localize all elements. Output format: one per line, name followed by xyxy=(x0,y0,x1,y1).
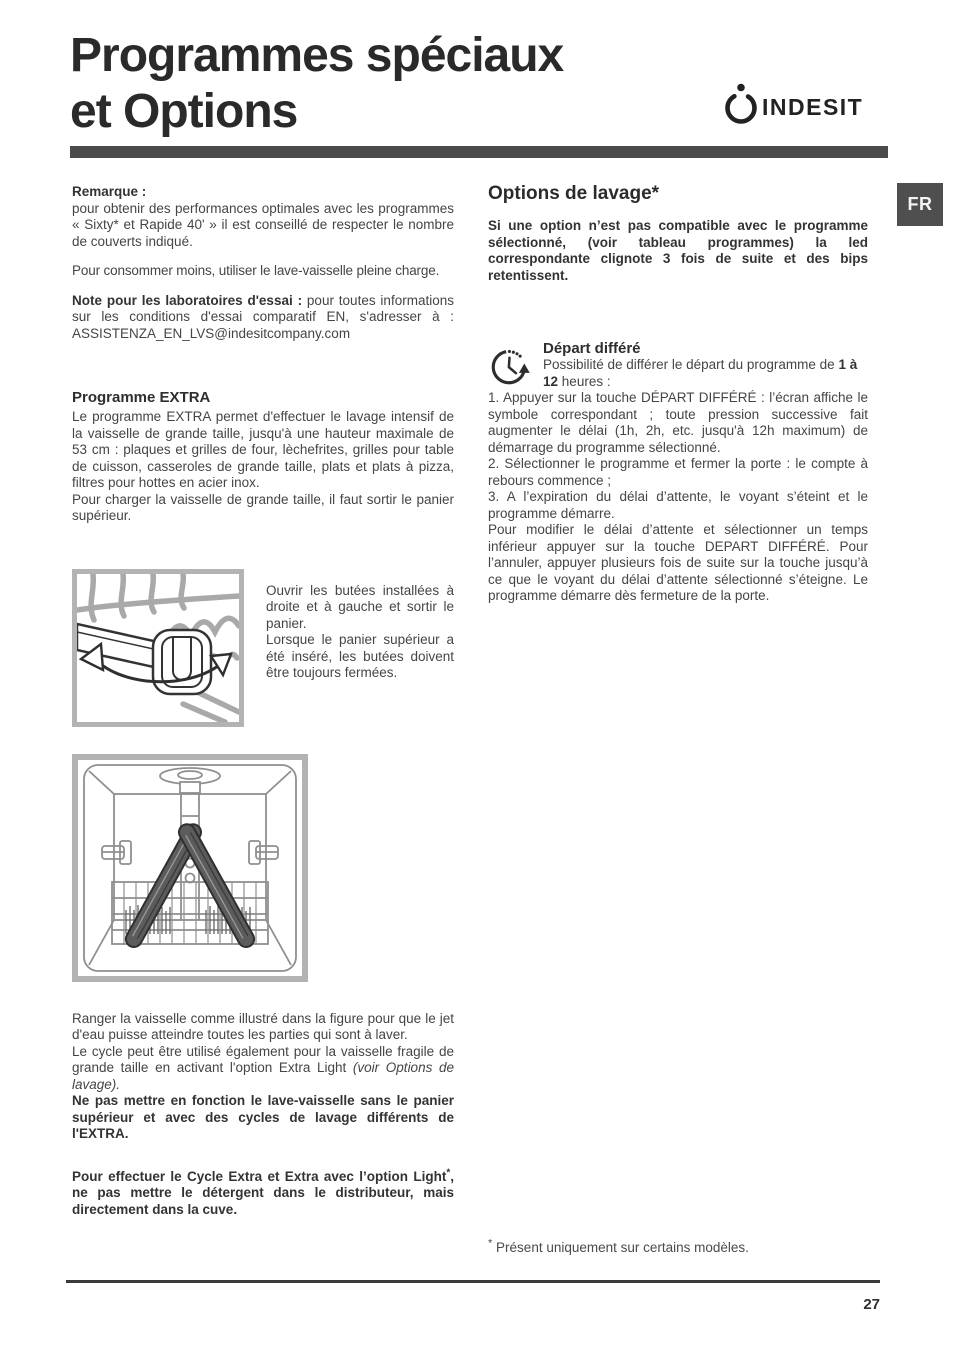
stopper-caption-1: Ouvrir les butées installées à droite et à gauche et sortir le panier. xyxy=(266,582,454,631)
language-badge xyxy=(897,183,943,226)
basket-stopper-figure xyxy=(72,569,244,727)
delayed-start-intro xyxy=(488,357,868,390)
delayed-start-note: Pour modifier le délai d’attente et sélectionner un temps inférieur appuyer sur la touche DEPART DIFFÉRÉ. Pour l’annuler, appuyer plusieurs fois de suite sur la touche jusqu’à ce que le voyant du délai d’attente sélectionné s’éteigne. Le programme démarre dès fermeture de la porte. xyxy=(488,522,868,603)
page-title xyxy=(70,28,563,140)
warning-top-basket: Ne pas mettre en fonction le lave-vaisselle sans le panier supérieur et avec des cycles de lavage différents de l'EXTRA. xyxy=(72,1093,454,1141)
delayed-start-step-1: 1. Appuyer sur la touche DÉPART DIFFÉRÉ : l’écran affiche le symbole correspondant ; toute pression successive fait augmenter le délai (1h, 2h, etc. jusqu'à 12h maximum) de démarrage du programme sélectionné. xyxy=(488,390,868,455)
delayed-start-intro-text: Possibilité de différer le départ du programme de xyxy=(543,357,835,372)
lab-note xyxy=(72,293,454,343)
indesit-logo xyxy=(724,80,878,130)
delayed-start-step-2: 2. Sélectionner le programme et fermer la porte : le compte à rebours commence ; xyxy=(488,456,868,488)
warning-detergent-text2: , ne pas mettre le détergent dans le distributeur, mais directement dans la cuve. xyxy=(72,1168,454,1217)
stopper-figure-row xyxy=(72,569,454,727)
indesit-circle-i-icon xyxy=(728,84,755,122)
page-number: 27 xyxy=(863,1296,880,1313)
footer-divider-line xyxy=(66,1280,880,1283)
warning-detergent-text1: Pour effectuer le Cycle Extra et Extra avec l’option Light xyxy=(72,1168,447,1184)
extra-loading-drawing xyxy=(78,760,302,976)
delayed-start-heading: Départ différé xyxy=(543,340,641,357)
stopper-caption xyxy=(266,583,454,727)
left-column xyxy=(72,184,454,1218)
indesit-wordmark: INDESIT xyxy=(762,94,864,120)
arrange-body-2-text: Le cycle peut être utilisé également pour la vaisselle fragile de grande taille en activant l'option Extra Light xyxy=(72,1043,454,1075)
remark-body: pour obtenir des performances optimales avec les programmes « Sixty* et Rapide 40' » il est conseillé de respecter le nombre de couverts indiqué. xyxy=(72,200,454,249)
delayed-start-clock-icon xyxy=(488,340,536,388)
models-footnote xyxy=(488,1237,888,1255)
extra-program-body: Le programme EXTRA permet d'effectuer le lavage intensif de la vaisselle de grande taille, jusqu'à une hauteur maximale de 53 cm : plaques et grilles de four, lèchefrites, grilles pour table de cuisson, casseroles de grande taille, plats et plats à pizza, filtres pour hottes en acier inox. xyxy=(72,409,454,490)
delayed-start-section xyxy=(488,340,868,605)
header-divider-bar xyxy=(70,146,888,158)
basket-stopper-drawing xyxy=(77,574,239,722)
wash-options-intro: Si une option n’est pas compatible avec le programme sélectionné, (voir tableau programmes) la led correspondante clignote 3 fois de suite et des bips retentissent. xyxy=(488,218,868,283)
delayed-start-intro-suffix: heures : xyxy=(561,373,611,389)
arrange-body-2 xyxy=(72,1044,454,1094)
extra-program-heading: Programme EXTRA xyxy=(72,389,211,406)
extra-loading-figure xyxy=(72,754,308,982)
language-badge-label: FR xyxy=(907,194,933,214)
page-title-line2: et Options xyxy=(70,85,298,138)
footnote-text: Présent uniquement sur certains modèles. xyxy=(496,1240,749,1255)
page-title-line1: Programmes spéciaux xyxy=(70,29,564,82)
consume-note: Pour consommer moins, utiliser le lave-vaisselle pleine charge. xyxy=(72,263,440,278)
delayed-start-range: 1 à 12 xyxy=(543,357,858,389)
arrange-body-1: Ranger la vaisselle comme illustré dans la figure pour que le jet d'eau puisse atteindre toutes les parties qui sont à laver. xyxy=(72,1010,454,1042)
right-column xyxy=(488,183,868,605)
extra-program-body2: Pour charger la vaisselle de grande taille, il faut sortir le panier supérieur. xyxy=(72,491,454,523)
warning-detergent-asterisk: * xyxy=(446,1167,451,1178)
warning-detergent xyxy=(72,1169,454,1219)
arrange-body-2-reference: (voir Options de lavage). xyxy=(72,1060,454,1092)
delayed-start-step-3: 3. A l’expiration du délai d’attente, le voyant s’éteint et le programme démarre. xyxy=(488,489,868,521)
lab-note-heading: Note pour les laboratoires d'essai : xyxy=(72,292,303,308)
stopper-caption-2: Lorsque le panier supérieur a été inséré, les butées doivent être toujours fermées. xyxy=(266,632,454,680)
lab-note-body: pour toutes informations sur les conditions d'essai comparatif EN, s'adresser à : ASSISTENZA_EN_LVS@indesitcompany.com xyxy=(72,292,454,341)
wash-options-heading: Options de lavage* xyxy=(488,183,660,204)
footnote-asterisk: * xyxy=(488,1237,493,1250)
remark-heading: Remarque : xyxy=(72,184,147,199)
